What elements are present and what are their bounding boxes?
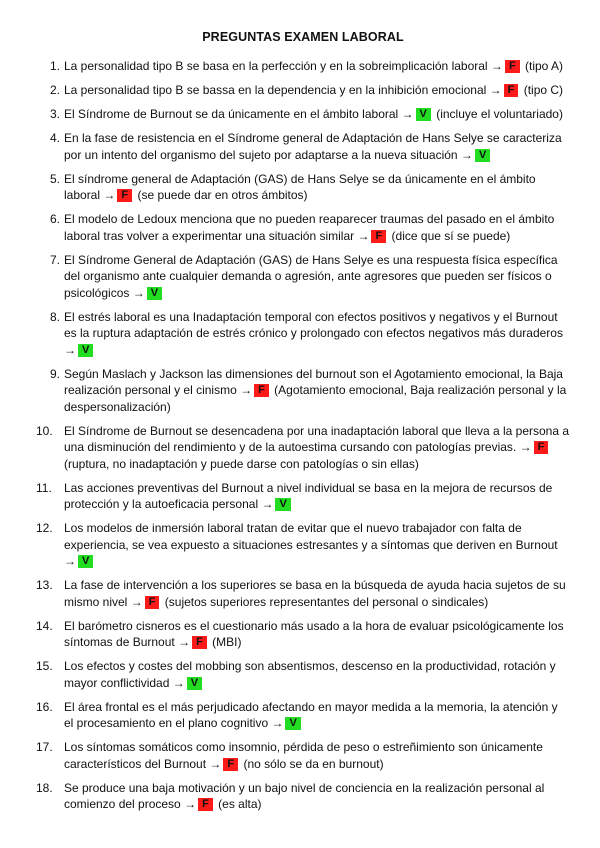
arrow-icon: → — [206, 756, 222, 771]
true-answer-badge: V — [187, 677, 202, 690]
arrow-icon: → — [268, 716, 284, 730]
question-item — [36, 780, 570, 813]
question-item — [36, 739, 570, 772]
answer-note: (incluye el voluntariado) — [432, 107, 563, 121]
arrow-icon: → — [258, 497, 274, 511]
true-answer-badge: V — [275, 498, 290, 511]
answer-note: (MBI) — [208, 635, 242, 649]
question-list — [36, 58, 570, 813]
question-item — [36, 106, 570, 123]
question-text: Los efectos y costes del mobbing son absentismos, descenso en la productividad, rotación y mayor conflictividad — [64, 659, 556, 690]
true-answer-badge: V — [475, 149, 490, 162]
question-text: El Síndrome de Burnout se da únicamente en el ámbito laboral — [64, 107, 399, 121]
answer-note: (es alta) — [214, 797, 262, 811]
question-number: 18. — [36, 780, 53, 795]
question-item — [36, 618, 570, 651]
question-item — [36, 699, 570, 732]
page-title: PREGUNTAS EXAMEN LABORAL — [202, 30, 404, 44]
arrow-icon: → — [487, 59, 503, 73]
false-answer-badge: F — [117, 189, 132, 202]
question-text: Las acciones preventivas del Burnout a nivel individual se basa en la mejora de recursos de protección y la autoeficacia personal — [64, 480, 553, 511]
question-text: El estrés laboral es una Inadaptación temporal con efectos positivos y negativos y el Burnout es la ruptura adaptación de estrés crónico y prolongado con efectos negativos más duraderos — [64, 309, 563, 340]
answer-note: (ruptura, no inadaptación y puede darse con patologías o sin ellas) — [64, 456, 419, 471]
arrow-icon: → — [129, 285, 145, 300]
question-number: 9. — [49, 366, 60, 381]
question-item — [36, 82, 570, 99]
false-answer-badge: F — [504, 84, 519, 97]
true-answer-badge: V — [416, 108, 431, 121]
question-text: El modelo de Ledoux menciona que no pueden reaparecer traumas del pasado en el ámbito laboral tras volver a experimentar una situación similar — [64, 212, 555, 243]
question-number: 17. — [36, 740, 53, 754]
question-item — [36, 480, 570, 513]
true-answer-badge: V — [147, 287, 162, 300]
answer-note: (no sólo se da en burnout) — [240, 756, 384, 771]
question-item — [36, 658, 570, 691]
arrow-icon: → — [180, 797, 197, 811]
question-number: 14. — [36, 618, 53, 633]
answer-note: (se puede dar en otros ámbitos) — [134, 188, 308, 202]
question-number: 8. — [49, 309, 60, 324]
question-number: 11. — [36, 480, 52, 495]
false-answer-badge: F — [192, 636, 207, 649]
question-item — [36, 520, 570, 570]
question-item — [36, 171, 570, 204]
false-answer-badge: F — [371, 230, 386, 243]
answer-note: (Agotamiento emocional, Baja realización personal y la despersonalización) — [64, 383, 567, 414]
answer-note: (dice que sí se puede) — [388, 228, 511, 243]
arrow-icon: → — [64, 554, 76, 568]
false-answer-badge: F — [534, 441, 549, 454]
false-answer-badge: F — [505, 60, 520, 73]
question-item — [36, 211, 570, 244]
question-number: 5. — [49, 171, 60, 186]
question-item — [36, 252, 570, 302]
question-number: 1. — [49, 59, 60, 73]
arrow-icon: → — [169, 675, 185, 690]
question-number: 6. — [49, 212, 60, 226]
true-answer-badge: V — [285, 717, 300, 730]
question-item — [36, 423, 570, 473]
question-text: El Síndrome General de Adaptación (GAS) de Hans Selye es una respuesta física específica del organismo ante cualquier demanda o agresión, ante agresores que pueden ser físicos o psicológicos — [64, 252, 558, 300]
answer-note: (tipo A) — [521, 59, 564, 73]
true-answer-badge: V — [78, 555, 93, 568]
question-item — [36, 577, 570, 610]
question-number: 4. — [49, 131, 60, 145]
question-number: 2. — [49, 83, 60, 97]
answer-note: (sujetos superiores representantes del personal o sindicales) — [161, 594, 489, 609]
question-text: La fase de intervención a los superiores se basa en la búsqueda de ayuda hacia sujetos de su mismo nivel — [64, 578, 566, 609]
question-text: El barómetro cisneros es el cuestionario más usado a la hora de evaluar psicológicamente los síntomas de Burnout — [64, 618, 564, 649]
true-answer-badge: V — [78, 344, 93, 357]
arrow-icon: → — [174, 635, 191, 649]
arrow-icon: → — [236, 383, 253, 397]
false-answer-badge: F — [145, 596, 160, 609]
false-answer-badge: F — [198, 798, 213, 811]
question-item — [36, 366, 570, 416]
question-number: 12. — [36, 521, 53, 535]
arrow-icon: → — [457, 147, 473, 162]
question-number: 16. — [36, 699, 53, 714]
arrow-icon: → — [398, 107, 414, 121]
false-answer-badge: F — [223, 758, 238, 771]
answer-note: (tipo C) — [520, 83, 564, 97]
false-answer-badge: F — [254, 384, 269, 397]
arrow-icon: → — [516, 440, 532, 454]
question-number: 10. — [36, 423, 53, 438]
question-text: La personalidad tipo B se bassa en la dependencia y en la inhibición emocional — [64, 83, 487, 97]
question-text: El área frontal es el más perjudicado afectando en mayor medida a la memoria, la atención y el procesamiento en el plano cognitivo — [64, 699, 558, 730]
question-number: 13. — [36, 578, 53, 592]
question-text: Los modelos de inmersión laboral tratan de evitar que el nuevo trabajador con falta de experiencia, se vea expuesto a situaciones estresantes y a síntomas que deriven en Burnout — [64, 521, 558, 552]
question-text: El Síndrome de Burnout se desencadena por una inadaptación laboral que lleva a la persona a una disminución del rendimiento y de la autoestima cursando con patologías previas. — [64, 423, 570, 454]
question-text: En la fase de resistencia en el Síndrome general de Adaptación de Hans Selye se caracteriza por un intento del organismo del sujeto por adaptarse a la nueva situación — [64, 131, 562, 162]
question-number: 7. — [49, 252, 60, 267]
question-text: Los síntomas somáticos como insomnio, pérdida de peso o estreñimiento son únicamente característicos del Burnout — [64, 740, 543, 771]
arrow-icon: → — [100, 188, 116, 202]
question-text: Se produce una baja motivación y un bajo nivel de conciencia en la realización personal al comienzo del proceso — [64, 780, 545, 811]
arrow-icon: → — [354, 228, 370, 243]
question-number: 15. — [36, 659, 53, 673]
arrow-icon: → — [486, 83, 502, 97]
arrow-icon: → — [64, 342, 76, 357]
question-text: El síndrome general de Adaptación (GAS) de Hans Selye se da únicamente en el ámbito laboral — [64, 171, 536, 202]
question-text: Según Maslach y Jackson las dimensiones del burnout son el Agotamiento emocional, la Baja realización personal y el cinismo — [64, 366, 563, 397]
question-item — [36, 58, 570, 75]
arrow-icon: → — [127, 594, 143, 609]
question-text: La personalidad tipo B se basa en la perfección y en la sobreimplicación laboral — [64, 59, 488, 73]
question-number: 3. — [49, 107, 60, 121]
question-item — [36, 309, 570, 359]
question-item — [36, 130, 570, 163]
